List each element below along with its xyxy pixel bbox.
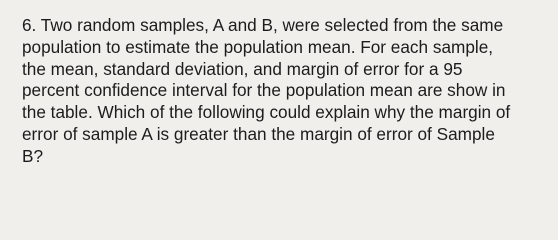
question-line: error of sample A is greater than the margin of error of Sample	[22, 123, 495, 144]
question-line: population to estimate the population mean. For each sample,	[22, 36, 494, 57]
question-text	[22, 15, 552, 168]
question-line: percent confidence interval for the population mean are show in	[22, 80, 506, 101]
question-line: the mean, standard deviation, and margin of error for a 95	[22, 58, 463, 79]
question-line: B?	[22, 145, 44, 166]
question-line: the table. Which of the following could explain why the margin of	[22, 102, 511, 123]
question-line: 6. Two random samples, A and B, were selected from the same	[22, 15, 504, 35]
